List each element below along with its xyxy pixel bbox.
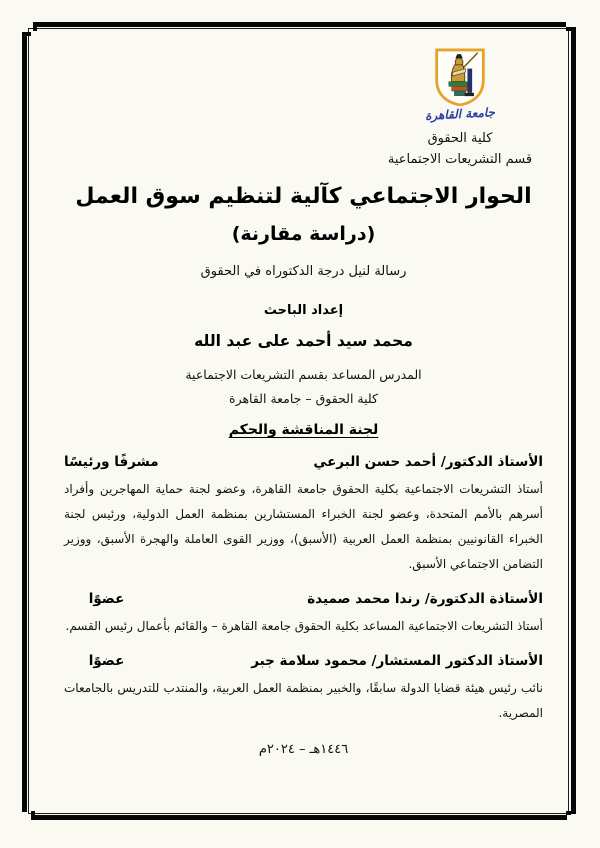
member-row xyxy=(64,652,543,671)
hijri-gregorian-date: ١٤٤٦هـ – ٢٠٢٤م xyxy=(258,742,349,757)
faculty-name: كلية الحقوق xyxy=(427,131,493,146)
researcher-name: محمد سيد أحمد على عبد الله xyxy=(194,332,413,350)
member-role: عضوًا xyxy=(88,591,125,607)
member-role: مشرفًا ورئيسًا xyxy=(64,454,159,470)
member-row xyxy=(64,590,543,609)
member-bio: أستاذ التشريعات الاجتماعية بكلية الحقوق جامعة القاهرة، وعضو لجنة حماية المهاجرين وأفراد أسرهم بالأمم المتحدة، وعضو لجنة الخبراء المستشارين بمنظمة العمل الدولية، ورئيس لجنة الخبراء القانونيين بمنظمة العمل العربية (الأسبق)، ووزير القوى العاملة والهجرة الأسبق، ووزير التضامن الاجتماعي الأسبق. xyxy=(64,482,543,571)
thesis-title: الحوار الاجتماعي كآلية لتنظيم سوق العمل xyxy=(75,184,532,209)
thesis-subtitle: (دراسة مقارنة) xyxy=(231,223,376,245)
university-name-calligraphy: جامعة القاهرة xyxy=(424,105,496,123)
researcher-faculty: كلية الحقوق – جامعة القاهرة xyxy=(229,391,378,406)
member-name: الأستاذ الدكتور المستشار/ محمود سلامة جبر xyxy=(251,653,543,669)
committee-member xyxy=(64,590,543,639)
member-name: الأستاذ الدكتور/ أحمد حسن البرعي xyxy=(313,454,543,470)
member-name: الأستاذة الدكتورة/ رندا محمد صميدة xyxy=(307,591,543,607)
researcher-position: المدرس المساعد بقسم التشريعات الاجتماعية xyxy=(185,367,422,382)
member-bio: نائب رئيس هيئة قضايا الدولة سابقًا، والخبير بمنظمة العمل العربية، والمنتدب للتدريس بالجامعات المصرية. xyxy=(64,681,543,720)
prepared-by-label: إعداد الباحث xyxy=(263,303,344,318)
committee-member xyxy=(64,453,543,577)
cairo-university-emblem-icon xyxy=(432,48,488,106)
university-header xyxy=(385,48,535,168)
committee-heading: لجنة المناقشة والحكم xyxy=(228,422,379,438)
member-role: عضوًا xyxy=(88,653,125,669)
member-bio: أستاذ التشريعات الاجتماعية المساعد بكلية الحقوق جامعة القاهرة – والقائم بأعمال رئيس القسم. xyxy=(65,619,543,633)
member-row xyxy=(64,453,543,472)
department-name: قسم التشريعات الاجتماعية xyxy=(387,152,533,167)
thesis-type: رسالة لنيل درجة الدكتوراه في الحقوق xyxy=(200,264,407,279)
committee-member xyxy=(64,652,543,726)
